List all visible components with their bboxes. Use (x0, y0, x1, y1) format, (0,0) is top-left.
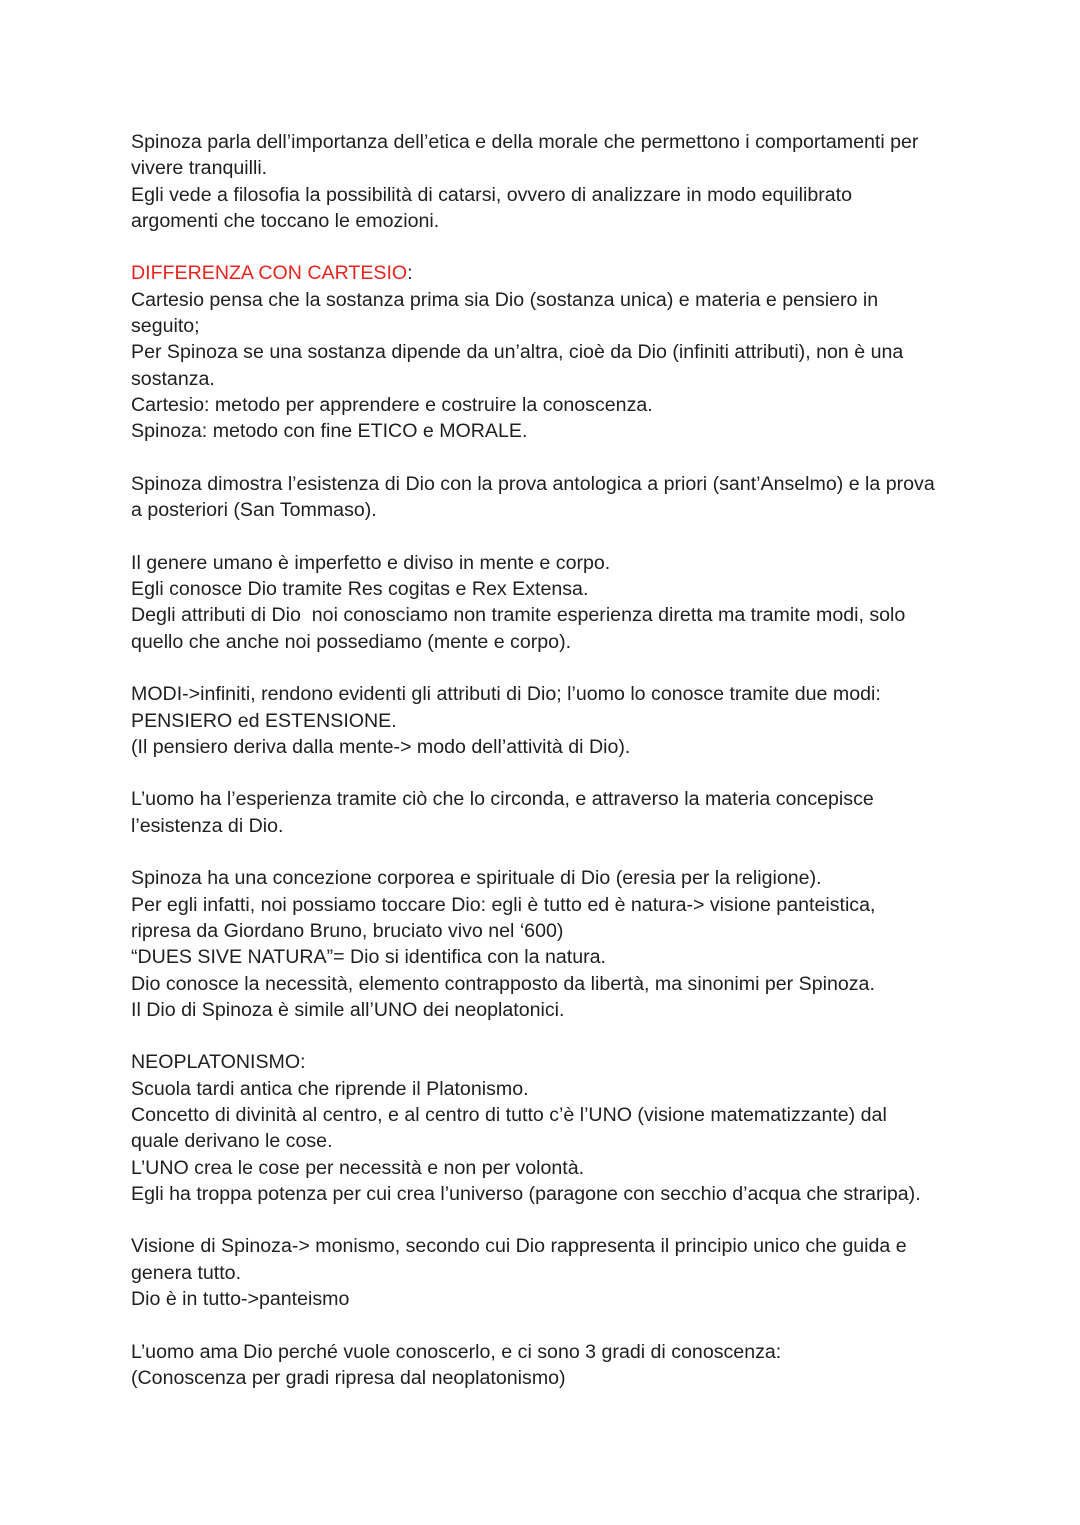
text-line: Cartesio pensa che la sostanza prima sia Dio (sostanza unica) e materia e pensiero in (131, 288, 879, 311)
text-line: quale derivano le cose. (131, 1130, 333, 1153)
text-line: Dio conosce la necessità, elemento contrapposto da libertà, ma sinonimi per Spinoza. (131, 972, 875, 995)
text-line: quello che anche noi possediamo (mente e corpo). (131, 630, 572, 653)
text-line: L’UNO crea le cose per necessità e non per volontà. (131, 1156, 585, 1179)
heading-colon: : (407, 262, 413, 285)
text-line: Spinoza parla dell’importanza dell’etica e della morale che permettono i comportamenti per (131, 131, 919, 153)
text-line: Spinoza ha una concezione corporea e spirituale di Dio (eresia per la religione). (131, 867, 822, 890)
paragraph-esperienza (131, 786, 961, 839)
text-line: ripresa da Giordano Bruno, bruciato vivo nel ‘600) (131, 919, 564, 942)
paragraph-etica (131, 129, 961, 234)
text-line: sostanza. (131, 367, 215, 390)
paragraph-concezione (131, 865, 961, 1023)
text-line: Visione di Spinoza-> monismo, secondo cui Dio rappresenta il principio unico che guida e (131, 1235, 907, 1258)
text-line: (Il pensiero deriva dalla mente-> modo dell’attività di Dio). (131, 735, 631, 758)
paragraph-gradi-conoscenza (131, 1339, 961, 1392)
text-line: argomenti che toccano le emozioni. (131, 209, 440, 232)
paragraph-differenza-cartesio (131, 260, 961, 444)
text-line: Spinoza: metodo con fine ETICO e MORALE. (131, 420, 528, 443)
text-line: (Conoscenza per gradi ripresa dal neoplatonismo) (131, 1366, 566, 1389)
text-line: L’uomo ama Dio perché vuole conoscerlo, e ci sono 3 gradi di conoscenza: (131, 1340, 782, 1363)
document-body (131, 129, 961, 1418)
text-line: Concetto di divinità al centro, e al centro di tutto c’è l’UNO (visione matematizzante) dal (131, 1103, 887, 1126)
text-line: Per Spinoza se una sostanza dipende da un’altra, cioè da Dio (infiniti attributi), non è una (131, 341, 904, 364)
paragraph-genere-umano (131, 550, 961, 655)
text-line: Scuola tardi antica che riprende il Platonismo. (131, 1077, 529, 1100)
text-line: seguito; (131, 315, 200, 338)
paragraph-monismo (131, 1233, 961, 1312)
text-line: L’uomo ha l’esperienza tramite ciò che lo circonda, e attraverso la materia concepisce (131, 788, 874, 811)
text-line: Degli attributi di Dio noi conosciamo non tramite esperienza diretta ma tramite modi, solo (131, 604, 906, 627)
text-line: Per egli infatti, noi possiamo toccare Dio: egli è tutto ed è natura-> visione panteistica, (131, 893, 876, 916)
text-line: Egli conosce Dio tramite Res cogitas e Rex Extensa. (131, 578, 589, 601)
text-line: Cartesio: metodo per apprendere e costruire la conoscenza. (131, 393, 653, 416)
text-line: a posteriori (San Tommaso). (131, 499, 377, 522)
text-line: Egli ha troppa potenza per cui crea l’universo (paragone con secchio d’acqua che straripa). (131, 1182, 921, 1205)
paragraph-neoplatonismo (131, 1049, 961, 1207)
text-line: genera tutto. (131, 1261, 242, 1284)
section-heading-line (131, 260, 961, 286)
text-line: Il genere umano è imperfetto e diviso in mente e corpo. (131, 551, 611, 574)
text-line: Egli vede a filosofia la possibilità di catarsi, ovvero di analizzare in modo equilibrato (131, 183, 852, 206)
paragraph-modi (131, 681, 961, 760)
text-line: PENSIERO ed ESTENSIONE. (131, 709, 397, 732)
text-line: vivere tranquilli. (131, 157, 268, 180)
text-line: Spinoza dimostra l’esistenza di Dio con la prova antologica a priori (sant’Anselmo) e la prova (131, 472, 935, 495)
text-line: Il Dio di Spinoza è simile all’UNO dei neoplatonici. (131, 998, 565, 1021)
text-line: NEOPLATONISMO: (131, 1051, 306, 1074)
paragraph-esistenza-dio (131, 471, 961, 524)
section-heading: DIFFERENZA CON CARTESIO (131, 262, 408, 285)
text-line: Dio è in tutto->panteismo (131, 1288, 350, 1311)
text-line: l’esistenza di Dio. (131, 814, 284, 837)
text-line: “DUES SIVE NATURA”= Dio si identifica con la natura. (131, 946, 606, 969)
text-line: MODI->infiniti, rendono evidenti gli attributi di Dio; l’uomo lo conosce tramite due modi: (131, 683, 881, 706)
